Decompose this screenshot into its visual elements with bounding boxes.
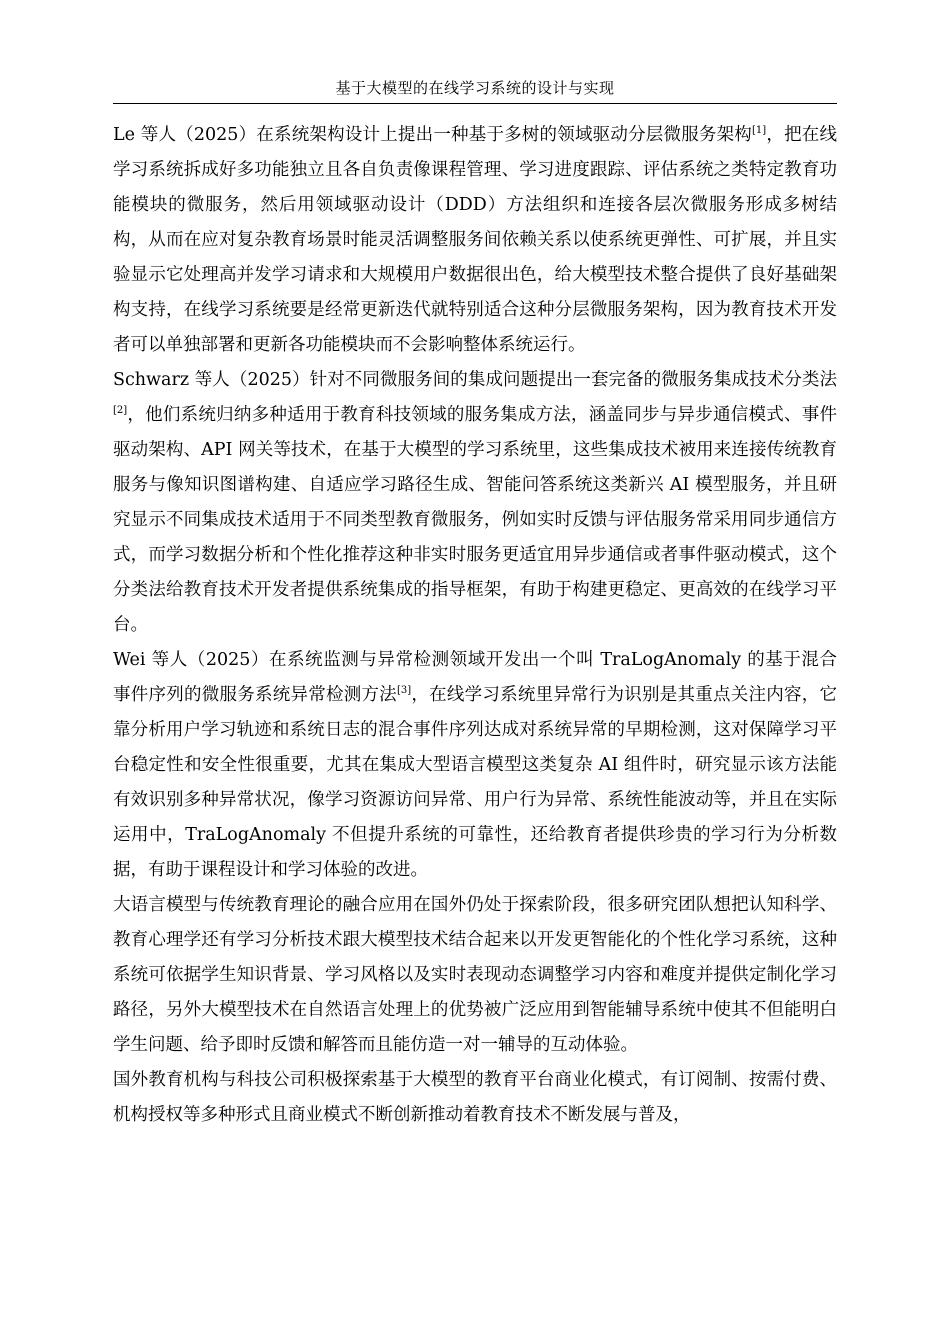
body-text — [113, 118, 837, 1133]
paragraph-text: ，把在线学习系统拆成好多功能独立且各自负责像课程管理、学习进度跟踪、评估系统之类特定教育功能模块的微服务，然后用领域驱动设计（DDD）方法组织和连接各层次微服务形成多树结构，从而在应对复杂教育场景时能灵活调整服务间依赖关系以使系统更弹性、可扩展，并且实验显示它处理高并发学习请求和大规模用户数据很出色，给大模型技术整合提供了良好基础架构支持，在线学习系统要是经常更新迭代就特别适合这种分层微服务架构，因为教育技术开发者可以单独部署和更新各功能模块而不会影响整体系统运行。 — [113, 125, 838, 355]
paragraph-text: Le 等人（2025）在系统架构设计上提出一种基于多树的领域驱动分层微服务架构 — [113, 125, 753, 145]
paragraph-text: Wei 等人（2025）在系统监测与异常检测领域开发出一个叫 TraLogAnomaly 的基于混合事件序列的微服务系统异常检测方法 — [113, 650, 837, 705]
paragraph-commercialization — [113, 1063, 837, 1133]
paragraph-text: ，在线学习系统里异常行为识别是其重点关注内容，它靠分析用户学习轨迹和系统日志的混合事件序列达成对系统异常的早期检测，这对保障学习平台稳定性和安全性很重要，尤其在集成大型语言模型这类复杂 AI 组件时，研究显示该方法能有效识别多种异常状况，像学习资源访问异常、用户行为异常、系统性能波动等，并且在实际运用中，TraLogAnomaly 不但提升系统的可靠性，还给教育者提供珍贵的学习行为分析数据，有助于课程设计和学习体验的改进。 — [113, 685, 838, 880]
paragraph-wei-anomaly — [113, 643, 837, 888]
paragraph-text: 大语言模型与传统教育理论的融合应用在国外仍处于探索阶段，很多研究团队想把认知科学、教育心理学还有学习分析技术跟大模型技术结合起来以开发更智能化的个性化学习系统，这种系统可依据学生知识背景、学习风格以及实时表现动态调整学习内容和难度并提供定制化学习路径，另外大模型技术在自然语言处理上的优势被广泛应用到智能辅导系统中使其不但能明白学生问题、给予即时反馈和解答而且能仿造一对一辅导的互动体验。 — [113, 895, 837, 1055]
paragraph-text: ，他们系统归纳多种适用于教育科技领域的服务集成方法，涵盖同步与异步通信模式、事件驱动架构、API 网关等技术，在基于大模型的学习系统里，这些集成技术被用来连接传统教育服务与像知识图谱构建、自适应学习路径生成、智能问答系统这类新兴 AI 模型服务，并且研究显示不同集成技术适用于不同类型教育微服务，例如实时反馈与评估服务常采用同步通信方式，而学习数据分析和个性化推荐这种非实时服务更适宜用异步通信或者事件驱动模式，这个分类法给教育技术开发者提供系统集成的指导框架，有助于构建更稳定、更高效的在线学习平台。 — [113, 405, 837, 635]
citation-ref: [1] — [752, 125, 767, 137]
running-header: 基于大模型的在线学习系统的设计与实现 — [113, 77, 837, 104]
paragraph-text: Schwarz 等人（2025）针对不同微服务间的集成问题提出一套完备的微服务集成技术分类法 — [113, 370, 837, 390]
paragraph-schwarz-integration — [113, 363, 837, 643]
citation-ref: [3] — [396, 685, 412, 697]
paragraph-text: 国外教育机构与科技公司积极探索基于大模型的教育平台商业化模式，有订阅制、按需付费、机构授权等多种形式且商业模式不断创新推动着教育技术不断发展与普及， — [113, 1070, 837, 1125]
paragraph-llm-education-theory — [113, 888, 837, 1063]
citation-ref: [2] — [113, 405, 128, 417]
paragraph-le-architecture — [113, 118, 837, 363]
